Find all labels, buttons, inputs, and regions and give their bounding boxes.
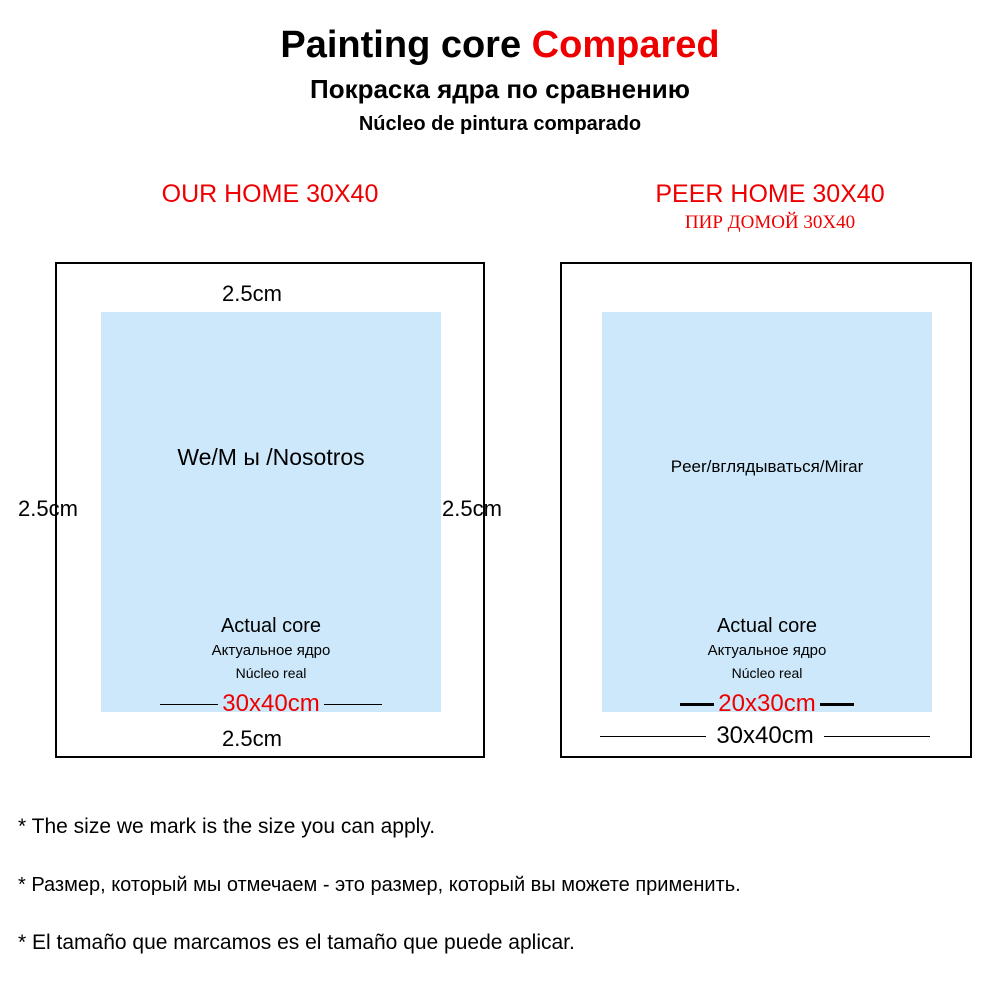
page-title-spanish: Núcleo de pintura comparado	[358, 113, 642, 135]
left-panel-heading	[55, 178, 485, 210]
page-title-russian: Покраска ядра по сравнению	[310, 74, 690, 104]
footnote-es: * El tamaño que marcamos es el tamaño que puede aplicar.	[18, 931, 575, 954]
right-panel-heading	[555, 178, 985, 236]
left-margin-right-label: 2.5cm	[442, 496, 502, 521]
left-core-title: We/М ы /Nosotros	[177, 444, 365, 470]
right-outer-size-value: 30x40cm	[716, 722, 814, 749]
right-core-title: Peer/вглядываться/Mirar	[670, 457, 864, 476]
left-actual-core-en: Actual core	[220, 615, 322, 637]
left-canvas-frame	[55, 262, 485, 758]
right-panel-heading-main: PEER HOME 30X40	[655, 180, 885, 208]
right-size-rule-start	[680, 703, 714, 706]
right-panel-heading-sub: ПИР ДОМОЙ 30X40	[684, 212, 856, 233]
page-title	[0, 22, 1000, 68]
footnote-ru: * Размер, который мы отмечаем - это размер, который вы можете применить.	[18, 874, 741, 896]
left-actual-core-ru: Актуальное ядро	[211, 642, 331, 659]
left-margin-left-label: 2.5cm	[18, 496, 78, 521]
left-core-area	[101, 312, 441, 717]
left-actual-core-es: Núcleo real	[235, 665, 307, 681]
right-actual-core-ru: Актуальное ядро	[707, 642, 827, 659]
right-canvas-frame	[560, 262, 972, 758]
right-outer-rule-end	[824, 736, 930, 737]
right-actual-core-block	[602, 612, 932, 718]
left-panel-heading-main: OUR HOME 30X40	[161, 180, 379, 208]
right-actual-core-es: Núcleo real	[731, 665, 803, 681]
left-margin-bottom-label: 2.5cm	[222, 726, 282, 751]
page-title-black: Painting core	[280, 24, 532, 66]
left-core-size-value: 30x40cm	[222, 690, 320, 717]
right-outer-rule-start	[600, 736, 706, 737]
right-actual-core-en: Actual core	[716, 615, 818, 637]
page-title-red: Compared	[531, 24, 720, 66]
right-outer-size-line	[600, 722, 930, 750]
title-block	[0, 22, 1000, 138]
left-size-rule-start	[160, 704, 218, 705]
footnotes	[18, 812, 993, 986]
right-core-area	[602, 312, 932, 717]
left-actual-core-block	[101, 612, 441, 718]
left-size-rule-end	[324, 704, 382, 705]
right-core-size-line	[602, 690, 932, 718]
footnote-en: * The size we mark is the size you can apply.	[18, 815, 436, 838]
right-core-size-value: 20x30cm	[718, 690, 816, 717]
left-core-size-line	[101, 690, 441, 718]
right-size-rule-end	[820, 703, 854, 706]
left-margin-top-label: 2.5cm	[222, 281, 282, 306]
